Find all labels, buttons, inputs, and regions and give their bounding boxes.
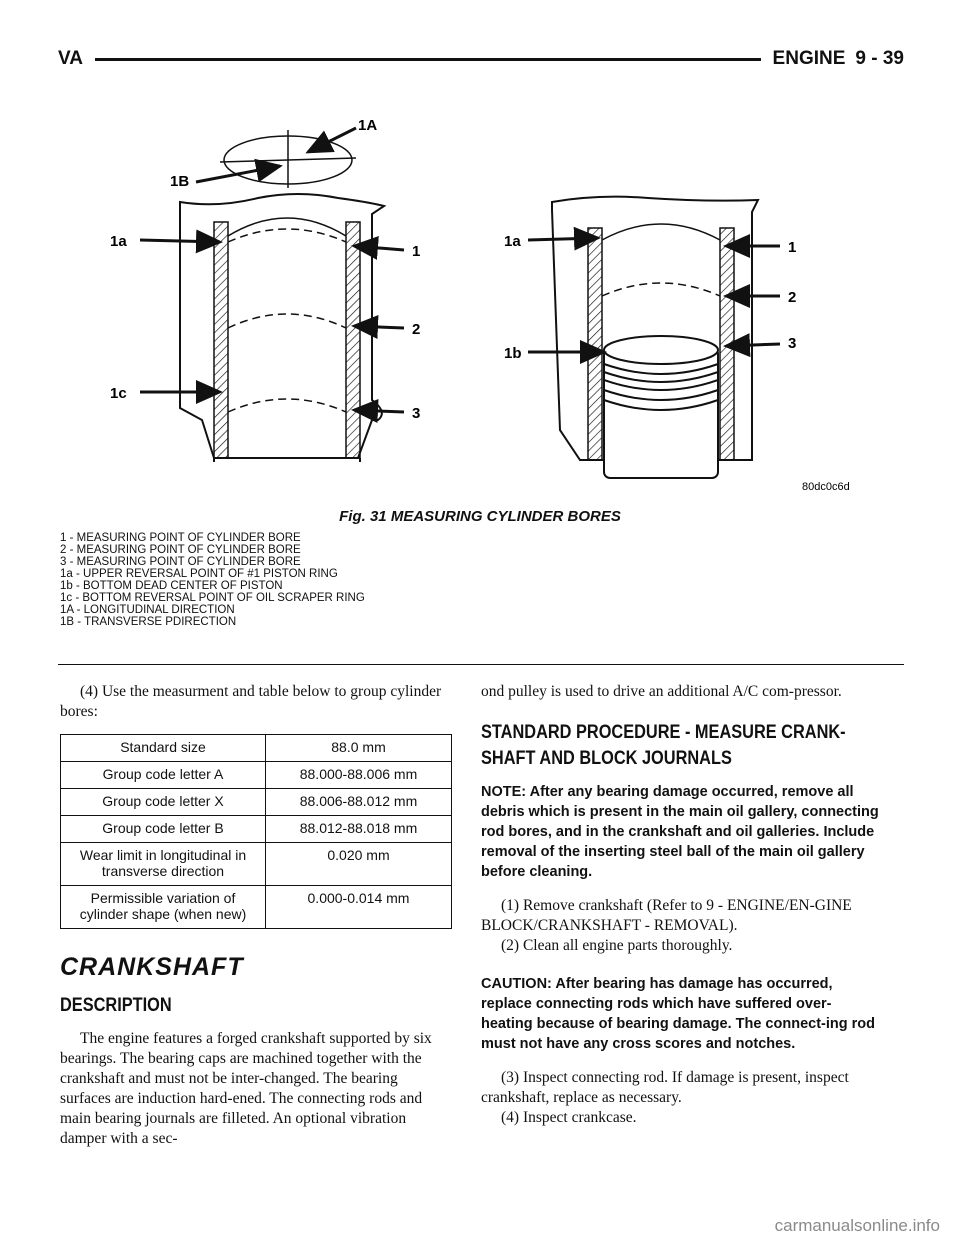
table-cell: 88.012-88.018 mm [266, 816, 452, 843]
header-section: ENGINE [772, 48, 846, 69]
callout-1c: 1c [110, 385, 127, 402]
table-row [61, 735, 452, 762]
table-row [61, 816, 452, 843]
table-cell: 0.020 mm [266, 843, 452, 886]
step-1: (1) Remove crankshaft (Refer to 9 - ENGINE/EN-GINE BLOCK/CRANKSHAFT - REMOVAL). [481, 897, 852, 934]
page-number: 9 - 39 [855, 48, 904, 69]
callout-1-right: 1 [788, 239, 797, 256]
continued-text: ond pulley is used to drive an additional A/C com-pressor. [481, 683, 842, 700]
table-row [61, 886, 452, 929]
callout-1b: 1b [504, 345, 522, 362]
callout-1A: 1A [358, 117, 378, 134]
section-title: CRANKSHAFT [60, 953, 244, 981]
right-column [481, 682, 881, 1138]
legend-item: 1A - LONGITUDINAL DIRECTION [60, 604, 235, 616]
description-text: The engine features a forged crankshaft supported by six bearings. The bearing caps are machined together with the crankshaft and must not be inter-changed. The bearing surfaces are induction hard-ened. The connecting rods and main bearing journals are filleted. An optional vibration damper with a sec- [60, 1030, 432, 1147]
bore-group-table [60, 734, 452, 929]
table-cell: 88.006-88.012 mm [266, 789, 452, 816]
figure-legend [60, 532, 365, 628]
legend-item: 1B - TRANSVERSE PDIRECTION [60, 616, 237, 628]
header-left: VA [58, 48, 83, 69]
callout-2-right: 2 [788, 289, 797, 306]
table-row [61, 789, 452, 816]
table-cell: Standard size [61, 735, 266, 762]
procedure-heading [481, 720, 846, 772]
callout-3-left: 3 [412, 405, 421, 422]
table-cell: 88.000-88.006 mm [266, 762, 452, 789]
header-rule [95, 58, 761, 61]
procedure-heading-line1: STANDARD PROCEDURE - MEASURE CRANK- [481, 722, 846, 743]
watermark: carmanualsonline.info [774, 1216, 940, 1235]
legend-item: 1a - UPPER REVERSAL POINT OF #1 PISTON RING [60, 568, 338, 580]
callout-1a-left: 1a [110, 233, 127, 250]
callout-1-left: 1 [412, 243, 421, 260]
page-header [58, 44, 904, 74]
table-cell: Group code letter B [61, 816, 266, 843]
callout-1a-right: 1a [504, 233, 521, 250]
table-row [61, 762, 452, 789]
legend-item: 1b - BOTTOM DEAD CENTER OF PISTON [60, 580, 283, 592]
procedure-heading-line2: SHAFT AND BLOCK JOURNALS [481, 748, 732, 769]
step-3: (3) Inspect connecting rod. If damage is present, inspect crankshaft, replace as necessary. [481, 1069, 849, 1106]
legend-item: 1 - MEASURING POINT OF CYLINDER BORE [60, 532, 301, 544]
legend-item: 1c - BOTTOM REVERSAL POINT OF OIL SCRAPER RING [60, 592, 365, 604]
cylinder-bore-diagram [58, 90, 902, 510]
table-intro: (4) Use the measurment and table below to group cylinder bores: [60, 683, 442, 720]
legend-item: 2 - MEASURING POINT OF CYLINDER BORE [60, 544, 301, 556]
callout-2-left: 2 [412, 321, 421, 338]
right-cylinder [528, 197, 780, 478]
table-cell: Wear limit in longitudinal in transverse direction [61, 843, 266, 886]
table-cell: Permissible variation of cylinder shape (when new) [61, 886, 266, 929]
table-row [61, 843, 452, 886]
table-cell: Group code letter A [61, 762, 266, 789]
step-4: (4) Inspect crankcase. [501, 1109, 637, 1126]
step-2: (2) Clean all engine parts thoroughly. [501, 937, 733, 954]
figure-caption: Fig. 31 MEASURING CYLINDER BORES [339, 508, 621, 525]
table-cell: Group code letter X [61, 789, 266, 816]
callout-3-right: 3 [788, 335, 797, 352]
note-text: NOTE: After any bearing damage occurred, remove all debris which is present in the main oil gallery, connecting rod bores, and in the crankshaft and oil galleries. Include removal of the inserting steel ball of the main oil gallery before cleaning. [481, 784, 879, 880]
caution-text: CAUTION: After bearing has damage has occurred, replace connecting rods which have suffered over-heating because of bearing damage. The connect-ing rod must not have any cross scores and notches. [481, 976, 875, 1052]
table-cell: 0.000-0.014 mm [266, 886, 452, 929]
legend-item: 3 - MEASURING POINT OF CYLINDER BORE [60, 556, 301, 568]
callout-1B: 1B [170, 173, 190, 190]
figure-code: 80dc0c6d [802, 481, 850, 493]
figure-divider [58, 664, 904, 665]
left-column [60, 682, 452, 1159]
table-cell: 88.0 mm [266, 735, 452, 762]
subsection-title: DESCRIPTION [60, 995, 172, 1016]
